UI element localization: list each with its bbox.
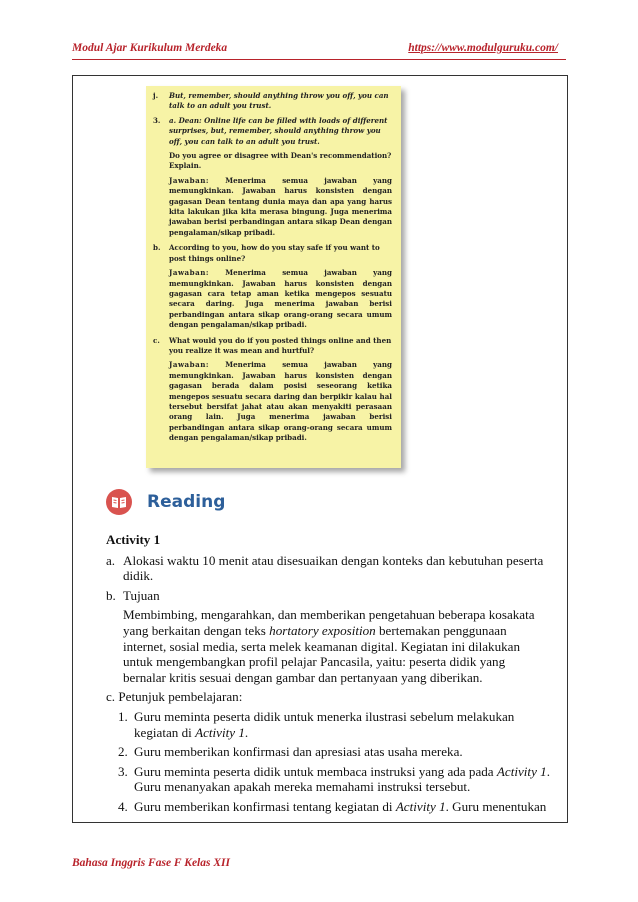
question-3-marker: 3. [153,115,161,125]
reading-section-heading [106,489,225,515]
activity-title: Activity 1 [106,532,161,547]
question-3b-text: According to you, how do you stay safe if you want to post things online? [169,243,380,263]
answer-3b-label: Jawaban: [169,268,209,278]
step-3-marker: 3. [118,763,128,779]
step-1-emphasis: Activity 1 [195,724,245,740]
question-3a [153,116,392,147]
header-url-link[interactable]: https://www.modulguruku.com/ [408,42,558,54]
question-j-text: But, remember, should anything throw you off, you can talk to an adult you trust. [169,91,389,111]
step-3 [118,764,550,795]
list-item-b-marker: b. [106,587,116,603]
step-2-text: Guru memberikan konfirmasi dan apresiasi atas usaha mereka. [134,744,463,760]
step-1-marker: 1. [118,708,128,724]
question-3b-marker: b. [153,243,161,253]
answer-3a [169,176,392,238]
step-4-end: . Guru menentukan [445,798,547,814]
answer-3c-label: Jawaban: [169,360,209,370]
question-3a-text: Dean: Online life can be filled with loads of different surprises, but, remember, should anything throw you off, you can talk to an adult you trust. [169,115,388,146]
question-3c-marker: c. [153,335,160,345]
answer-3a-label: Jawaban: [169,175,209,185]
reading-label: Reading [147,492,226,512]
step-3-emphasis: Activity 1 [496,763,547,779]
header-title: Modul Ajar Kurikulum Merdeka [72,42,228,54]
book-reading-icon [106,489,132,515]
question-3c-text: What would you do if you posted things online and then you realize it was mean and hurtful? [169,335,392,355]
question-3a-prompt: Do you agree or disagree with Dean's recommendation? Explain. [169,151,392,171]
question-3c [153,336,392,357]
step-2 [118,744,550,760]
step-3-end: . Guru menanyakan apakah mereka memahami instruksi tersebut. [134,763,550,795]
tujuan-text-2: bertemakan penggunaan internet, sosial media, serta melek keamanan digital. Kegiatan ini dilakukan untuk mengembangkan profil pelajar Pancasila, yaitu: peserta didik yang bernalar kritis sesuai dengan gambar dan pertanyaan yang diberikan. [123,622,521,685]
header-divider [72,59,566,60]
textbook-excerpt [146,86,401,468]
answer-3a-text: Menerima semua jawaban yang memungkinkan. Jawaban harus konsisten dengan gagasan Dean tentang dunia maya dan apa yang harus kita lakukan jika kita merasa bingung. Juga menerima jawaban berisi perbandingan antara sikap Dean dengan pengalaman/sikap pribadi. [169,175,392,237]
step-4 [118,799,550,815]
list-item-a-text: Alokasi waktu 10 menit atau disesuaikan dengan konteks dan kebutuhan peserta didik. [123,552,544,584]
question-j-marker: j. [153,91,159,100]
step-4-emphasis: Activity 1 [395,798,446,814]
petunjuk-heading: c. Petunjuk pembelajaran: [106,689,243,705]
answer-3c-text: Menerima semua jawaban yang memungkinkan. Jawaban harus konsisten dengan gagasan berada dalam posisi seseorang ketika mengepos sesuatu secara daring dan berpikir kalau hal tersebut bersifat jahat atau akan menyakiti perasaan orang lain. Juga menerima jawaban berisi perbandingan antara sikap orang-orang secara umum dengan pengalaman/sikap pribadi. [169,360,392,443]
step-1 [118,709,550,740]
step-1-text: Guru meminta peserta didik untuk menerka ilustrasi sebelum melakukan kegiatan di [134,708,515,740]
step-4-text: Guru memberikan konfirmasi tentang kegiatan di [134,798,396,814]
list-item-b [106,588,550,604]
step-3-text: Guru meminta peserta didik untuk membaca instruksi yang ada pada [134,763,497,779]
step-1-end: . [244,724,249,740]
step-2-marker: 2. [118,744,128,760]
tujuan-paragraph [123,607,550,685]
answer-3b [169,268,392,330]
list-item-a-marker: a. [106,552,116,568]
list-item-b-text: Tujuan [123,587,160,603]
tujuan-text-1: Membimbing, mengarahkan, dan memberikan pengetahuan beberapa kosakata yang berkaitan dengan teks [123,607,535,638]
activity-content [106,532,550,819]
tujuan-emphasis: hortatory exposition [269,622,376,638]
answer-3c [169,360,392,443]
question-3b [153,243,392,264]
footer-text: Bahasa Inggris Fase F Kelas XII [72,857,230,869]
step-4-marker: 4. [118,798,128,814]
question-3a-marker: a. [169,115,177,125]
list-item-a [106,553,550,584]
question-j [153,91,392,112]
answer-3b-text: Menerima semua jawaban yang memungkinkan. Jawaban harus konsisten dengan gagasan cara tetap aman ketika mengepos sesuatu secara daring. Juga menerima jawaban berisi perbandingan antara sikap orang-orang secara umum dengan pengalaman/sikap pribadi. [169,268,392,330]
